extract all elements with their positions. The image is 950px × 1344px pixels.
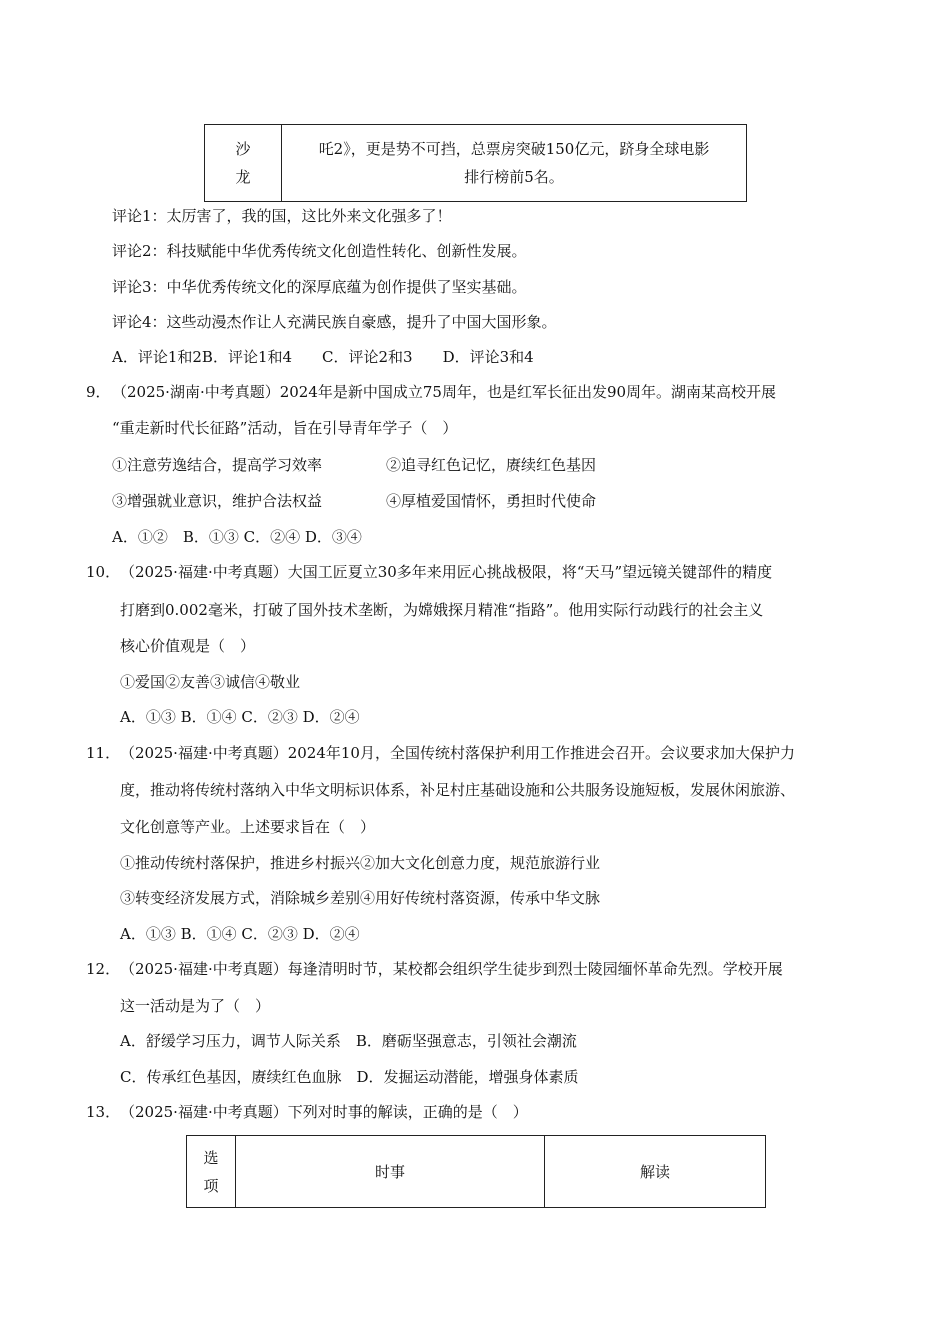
comment-1: 评论1：太厉害了，我的国，这比外来文化强多了！	[112, 207, 452, 225]
q12-options-line2: C．传承红色基因，赓续红色血脉 D．发掘运动潜能，增强身体素质	[120, 1068, 579, 1086]
q13-header-option-line1: 选	[203, 1148, 219, 1167]
q9-number: 9．	[86, 383, 111, 401]
salon-label-line1: 沙	[235, 140, 251, 158]
q10-options: A．①③ B．①④ C．②③ D．②④	[120, 708, 360, 726]
q9-stem-line2: “重走新时代长征路”活动，旨在引导青年学子（ ）	[112, 419, 458, 437]
comment-4: 评论4：这些动漫杰作让人充满民族自豪感，提升了中国大国形象。	[112, 313, 557, 331]
q9-item-2: ②追寻红色记忆，赓续红色基因	[386, 456, 597, 474]
q12-number: 12．	[86, 960, 121, 978]
salon-label-cell	[205, 125, 282, 202]
q9-options: A．①② B．①③ C．②④ D．③④	[112, 528, 362, 546]
salon-text-cell	[282, 125, 747, 202]
q10-number: 10．	[86, 563, 121, 581]
q11-options: A．①③ B．①④ C．②③ D．②④	[120, 925, 360, 943]
q13-header-option-line2: 项	[203, 1176, 219, 1195]
q11-stem-line3: 文化创意等产业。上述要求旨在（ ）	[120, 818, 376, 836]
q9-item-3: ③增强就业意识，维护合法权益	[112, 492, 323, 510]
salon-text-line1: 吒2》，更是势不可挡，总票房突破150亿元，跻身全球电影	[318, 140, 710, 158]
q10-stem-line1: （2025·福建·中考真题）大国工匠夏立30多年来用匠心挑战极限，将“天马”望远镜关键部件的精度	[120, 563, 773, 581]
q12-options-line1: A．舒缓学习压力，调节人际关系 B．磨砺坚强意志，引领社会潮流	[120, 1032, 577, 1050]
comment-3: 评论3：中华优秀传统文化的深厚底蕴为创作提供了坚实基础。	[112, 278, 527, 296]
q13-table	[186, 1135, 766, 1208]
salon-text-line2: 排行榜前5名。	[464, 168, 564, 186]
q10-items: ①爱国②友善③诚信④敬业	[120, 673, 301, 691]
q13-header-interpretation: 解读	[545, 1136, 766, 1208]
comment-2: 评论2：科技赋能中华优秀传统文化创造性转化、创新性发展。	[112, 242, 527, 260]
q11-items-line1: ①推动传统村落保护，推进乡村振兴②加大文化创意力度，规范旅游行业	[120, 854, 601, 872]
q13-stem: （2025·福建·中考真题）下列对时事的解读，正确的是（ ）	[120, 1103, 528, 1121]
q9-item-4: ④厚植爱国情怀，勇担时代使命	[386, 492, 597, 510]
q9-stem-line1: （2025·湖南·中考真题）2024年是新中国成立75周年，也是红军长征出发90周年。湖南某高校开展	[112, 383, 777, 401]
q13-header-option	[187, 1136, 236, 1208]
q13-header-event: 时事	[236, 1136, 545, 1208]
q9-item-1: ①注意劳逸结合，提高学习效率	[112, 456, 323, 474]
q10-stem-line3: 核心价值观是（ ）	[120, 637, 256, 655]
q13-number: 13．	[86, 1103, 121, 1121]
salon-label-line2: 龙	[235, 168, 251, 186]
q12-stem-line2: 这一活动是为了（ ）	[120, 997, 271, 1015]
q11-number: 11．	[86, 744, 121, 762]
q12-stem-line1: （2025·福建·中考真题）每逢清明时节，某校都会组织学生徒步到烈士陵园缅怀革命先烈。学校开展	[120, 960, 783, 978]
q11-stem-line2: 度，推动将传统村落纳入中华文明标识体系，补足村庄基础设施和公共服务设施短板，发展休闲旅游、	[120, 781, 796, 799]
q8-options: A．评论1和2B．评论1和4 C．评论2和3 D．评论3和4	[112, 348, 534, 366]
q10-stem-line2: 打磨到0.002毫米，打破了国外技术垄断，为嫦娥探月精准“指路”。他用实际行动践行的社会主义	[120, 601, 764, 619]
q11-items-line2: ③转变经济发展方式，消除城乡差别④用好传统村落资源，传承中华文脉	[120, 889, 601, 907]
salon-table	[204, 124, 747, 202]
q11-stem-line1: （2025·福建·中考真题）2024年10月，全国传统村落保护利用工作推进会召开。会议要求加大保护力	[120, 744, 795, 762]
